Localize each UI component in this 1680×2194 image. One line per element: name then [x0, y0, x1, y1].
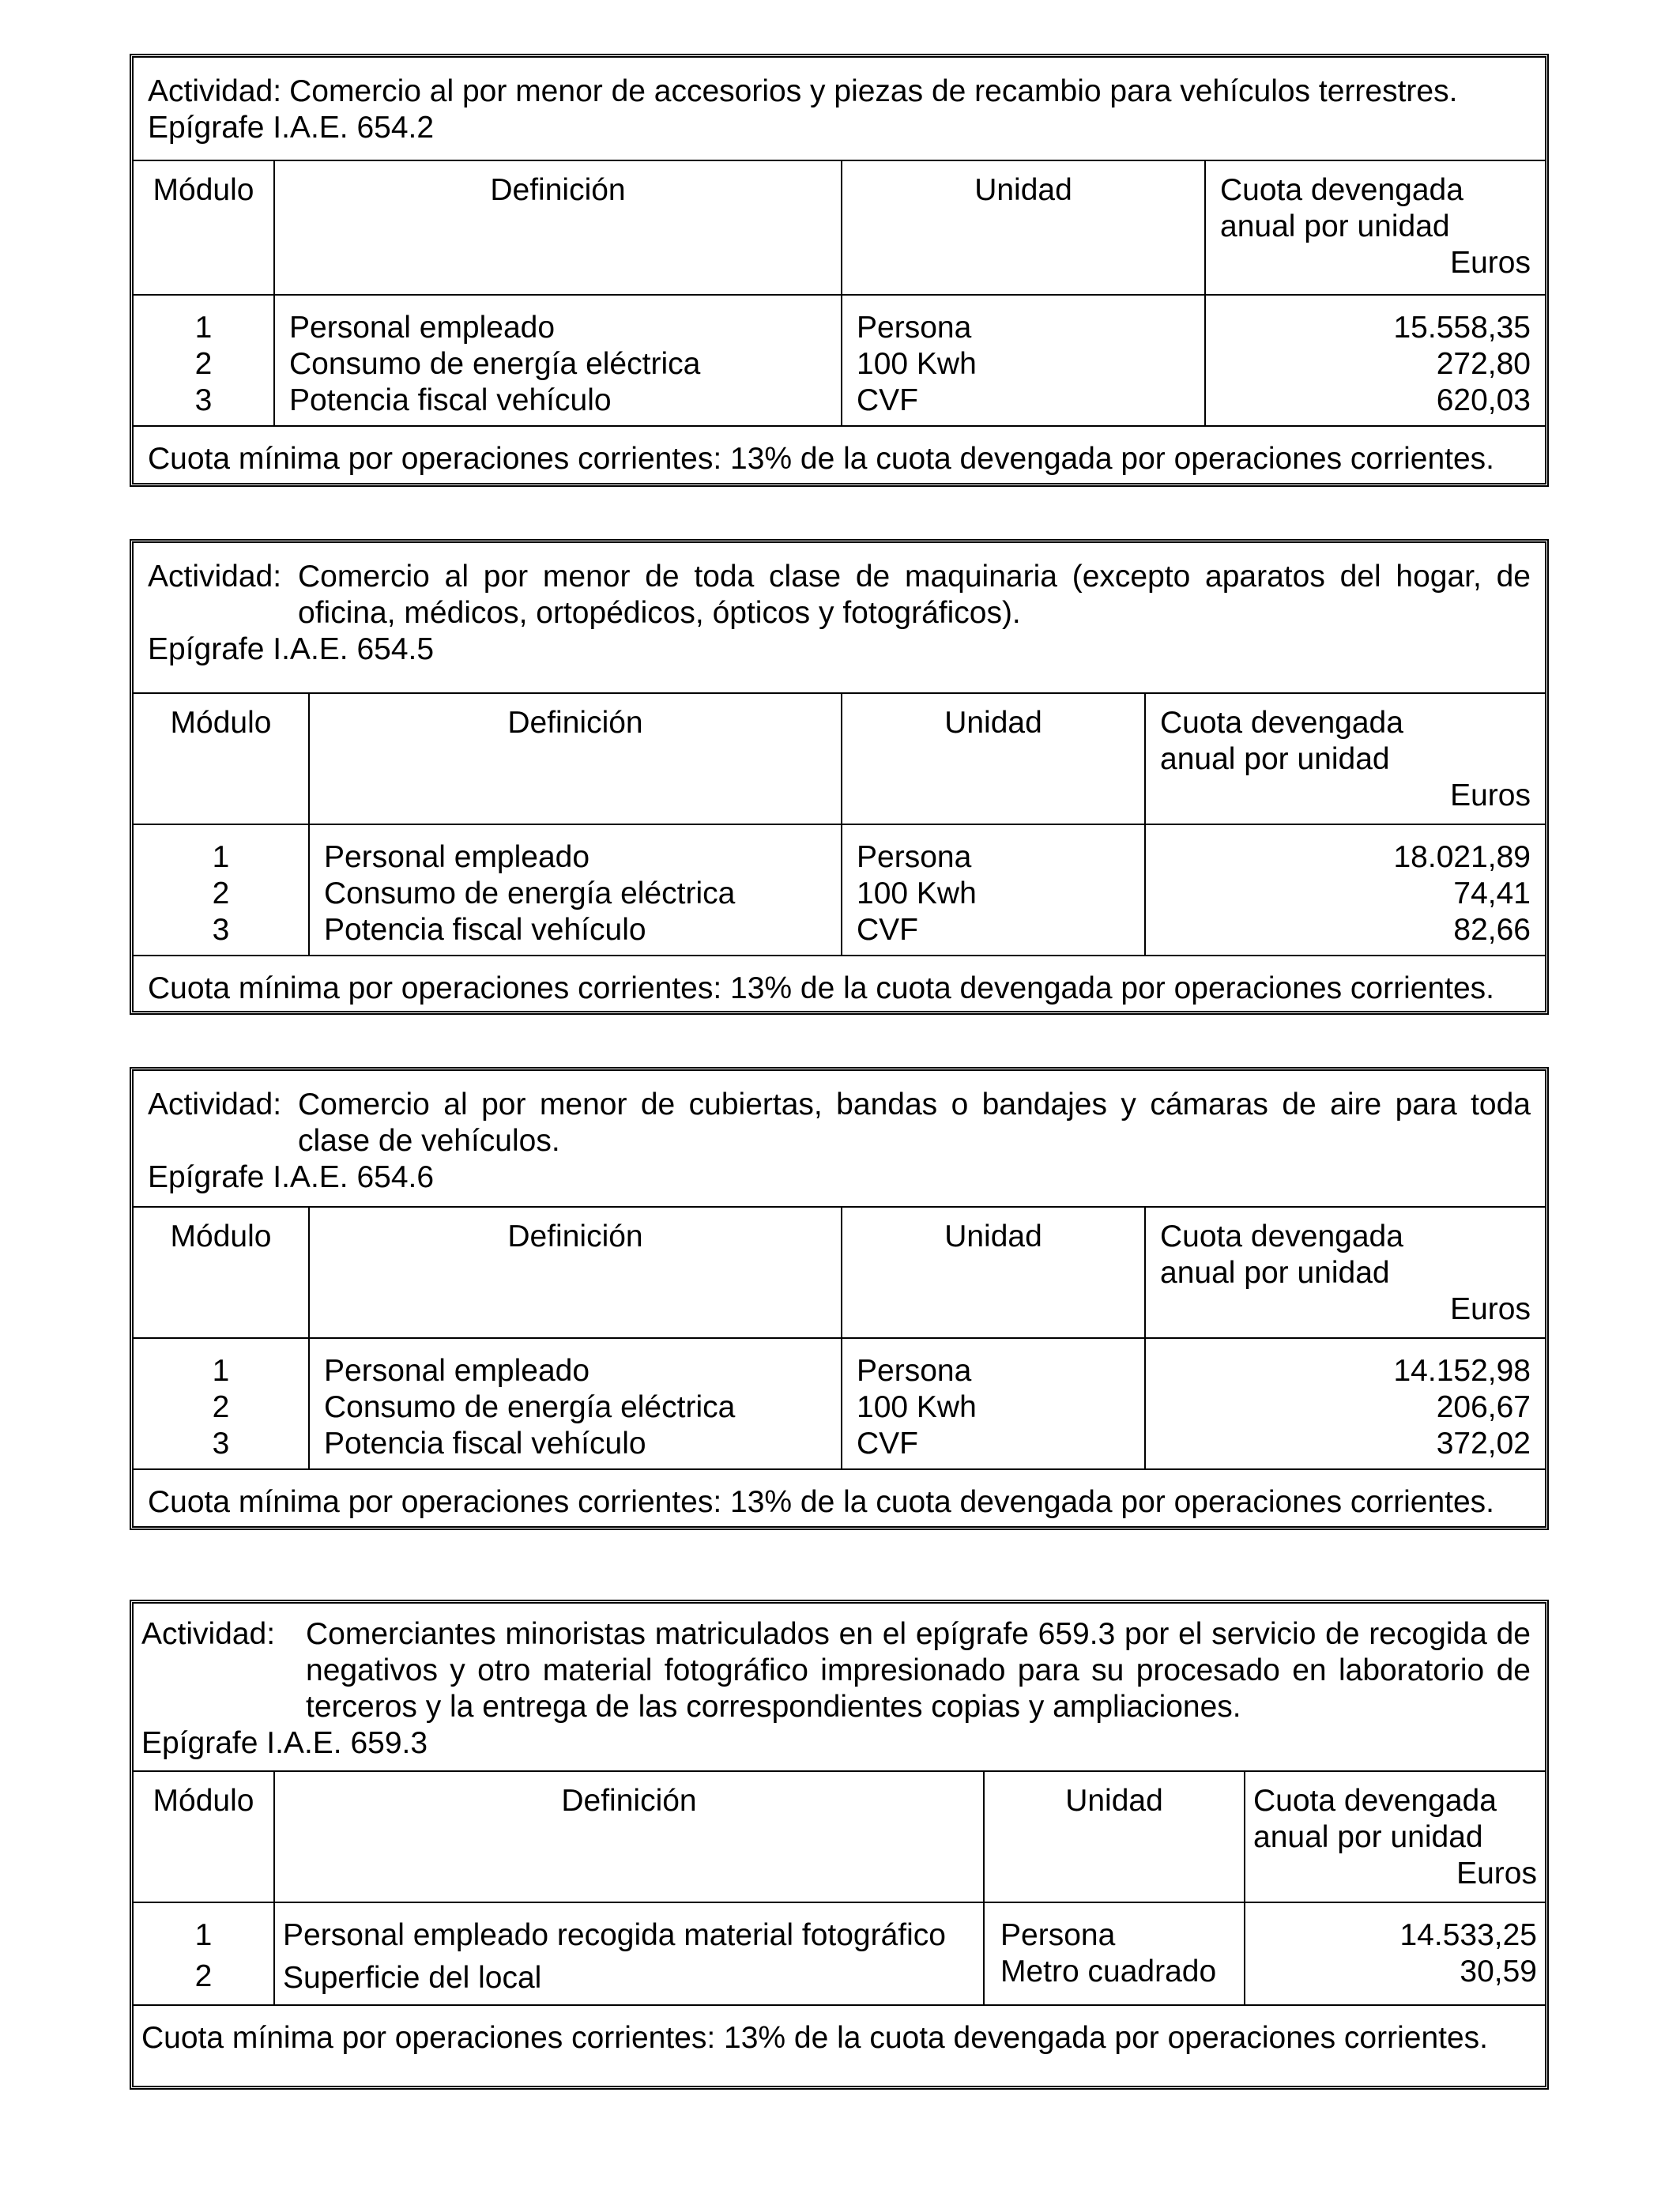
epigrafe: Epígrafe I.A.E. 659.3	[141, 1726, 428, 1760]
table-row-unidad: 100 Kwh	[857, 1390, 977, 1424]
iae-table-654-6	[130, 1067, 1549, 1530]
table-row-definicion: Consumo de energía eléctrica	[324, 1390, 736, 1424]
table-row-unidad: Persona	[857, 840, 972, 874]
modulo-cell	[134, 1902, 274, 2005]
unidad-cell	[842, 295, 1205, 426]
table-row-modulo: 3	[212, 913, 230, 947]
actividad-cell	[134, 1604, 1545, 1771]
actividad-text: Comerciantes minoristas matriculados en el epígrafe 659.3 por el servicio de recogida de negativos y otro material fotográfico impresionado para su procesado en laboratorio de terceros y la entrega de las correspondientes copias y ampliaciones.	[306, 1617, 1531, 1724]
col-header-modulo: Módulo	[134, 1771, 274, 1902]
cuota-cell	[1245, 1902, 1545, 2005]
table-row-modulo: 2	[212, 1390, 230, 1424]
col-header-unidad: Unidad	[842, 693, 1145, 824]
epigrafe: Epígrafe I.A.E. 654.5	[148, 632, 435, 666]
table-row-cuota: 30,59	[1460, 1955, 1537, 1989]
table-row-cuota: 14.533,25	[1399, 1918, 1537, 1952]
unidad-cell	[984, 1902, 1245, 2005]
cuota-minima-note: Cuota mínima por operaciones corrientes: 13% de la cuota devengada por operaciones corrientes.	[134, 956, 1545, 1011]
epigrafe: Epígrafe I.A.E. 654.6	[148, 1160, 435, 1194]
iae-table-654-2	[130, 54, 1549, 487]
unidad-cell	[842, 824, 1145, 956]
cuota-header-line2: anual por unidad	[1253, 1820, 1483, 1854]
table-row-unidad: Persona	[857, 311, 972, 345]
table-row-cuota: 15.558,35	[1393, 311, 1531, 345]
definicion-cell	[309, 824, 842, 956]
modulo-cell	[134, 295, 274, 426]
table-row-unidad: Metro cuadrado	[1000, 1955, 1217, 1989]
cuota-minima-note: Cuota mínima por operaciones corrientes: 13% de la cuota devengada por operaciones corrientes.	[134, 426, 1545, 483]
col-header-cuota	[1245, 1771, 1545, 1902]
table-row-cuota: 620,03	[1436, 383, 1531, 417]
actividad-text: Comercio al por menor de toda clase de maquinaria (excepto aparatos del hogar, de oficina, médicos, ortopédicos, ópticos y fotográficos).	[298, 560, 1531, 630]
col-header-definicion: Definición	[309, 693, 842, 824]
cuota-header-line1: Cuota devengada	[1160, 706, 1403, 740]
iae-table-654-5	[130, 539, 1549, 1015]
table-row-cuota: 372,02	[1436, 1427, 1531, 1461]
cuota-cell	[1145, 1338, 1545, 1469]
unidad-cell	[842, 1338, 1145, 1469]
table-row-modulo: 3	[212, 1427, 230, 1461]
cuota-cell	[1145, 824, 1545, 956]
table-row-definicion: Potencia fiscal vehículo	[324, 1427, 646, 1461]
definicion-cell	[274, 295, 842, 426]
col-header-modulo: Módulo	[134, 160, 274, 295]
table-row-definicion: Consumo de energía eléctrica	[289, 347, 701, 381]
table-row-modulo: 2	[194, 1959, 213, 1993]
table-row-modulo: 1	[212, 1354, 230, 1388]
cuota-header-euros: Euros	[1456, 1857, 1537, 1891]
table-row-definicion: Superficie del local	[283, 1961, 542, 1995]
table-row-definicion: Consumo de energía eléctrica	[324, 876, 736, 910]
table-row-unidad: Persona	[1000, 1918, 1116, 1952]
actividad-label: Actividad:	[148, 560, 282, 594]
table-row-cuota: 206,67	[1436, 1390, 1531, 1424]
table-row-modulo: 1	[194, 311, 213, 345]
col-header-unidad: Unidad	[842, 160, 1205, 295]
table-row-unidad: CVF	[857, 913, 918, 947]
iae-table-659-3	[130, 1600, 1549, 2090]
table-row-unidad: CVF	[857, 1427, 918, 1461]
actividad-label: Actividad:	[148, 74, 282, 108]
cuota-header-euros: Euros	[1450, 246, 1531, 280]
definicion-cell	[274, 1902, 984, 2005]
table-row-cuota: 74,41	[1453, 876, 1531, 910]
table-row-modulo: 2	[194, 347, 213, 381]
cuota-header-line1: Cuota devengada	[1253, 1784, 1497, 1818]
col-header-cuota	[1205, 160, 1545, 295]
actividad-cell	[134, 58, 1545, 160]
table-row-definicion: Personal empleado	[289, 311, 556, 345]
table-row-cuota: 82,66	[1453, 913, 1531, 947]
table-row-definicion: Personal empleado	[324, 840, 590, 874]
table-row-unidad: CVF	[857, 383, 918, 417]
cuota-header-line2: anual por unidad	[1220, 209, 1450, 243]
table-row-modulo: 1	[212, 840, 230, 874]
table-row-definicion: Personal empleado recogida material fotográfico	[283, 1918, 946, 1952]
col-header-modulo: Módulo	[134, 1207, 309, 1338]
table-row-modulo: 2	[212, 876, 230, 910]
actividad-label: Actividad:	[148, 1088, 282, 1122]
table-row-unidad: Persona	[857, 1354, 972, 1388]
table-row-cuota: 14.152,98	[1393, 1354, 1531, 1388]
cuota-header-line1: Cuota devengada	[1160, 1220, 1403, 1253]
col-header-unidad: Unidad	[842, 1207, 1145, 1338]
cuota-cell	[1205, 295, 1545, 426]
epigrafe: Epígrafe I.A.E. 654.2	[148, 111, 435, 145]
cuota-minima-note: Cuota mínima por operaciones corrientes: 13% de la cuota devengada por operaciones corrientes.	[134, 2005, 1545, 2086]
col-header-definicion: Definición	[309, 1207, 842, 1338]
definicion-cell	[309, 1338, 842, 1469]
actividad-cell	[134, 1071, 1545, 1207]
cuota-header-euros: Euros	[1450, 1292, 1531, 1326]
col-header-definicion: Definición	[274, 1771, 984, 1902]
col-header-unidad: Unidad	[984, 1771, 1245, 1902]
table-row-definicion: Potencia fiscal vehículo	[289, 383, 612, 417]
actividad-text: Comercio al por menor de cubiertas, bandas o bandajes y cámaras de aire para toda clase de vehículos.	[298, 1088, 1531, 1158]
table-row-definicion: Personal empleado	[324, 1354, 590, 1388]
cuota-header-line2: anual por unidad	[1160, 742, 1390, 776]
actividad-label: Actividad:	[141, 1617, 276, 1651]
col-header-definicion: Definición	[274, 160, 842, 295]
actividad-text: Comercio al por menor de accesorios y piezas de recambio para vehículos terrestres.	[289, 74, 1458, 108]
cuota-minima-note: Cuota mínima por operaciones corrientes: 13% de la cuota devengada por operaciones corrientes.	[134, 1469, 1545, 1526]
modulo-cell	[134, 1338, 309, 1469]
table-row-unidad: 100 Kwh	[857, 347, 977, 381]
table-row-definicion: Potencia fiscal vehículo	[324, 913, 646, 947]
cuota-header-euros: Euros	[1450, 778, 1531, 812]
col-header-cuota	[1145, 1207, 1545, 1338]
modulo-cell	[134, 824, 309, 956]
table-row-modulo: 3	[194, 383, 213, 417]
table-row-cuota: 18.021,89	[1393, 840, 1531, 874]
cuota-header-line2: anual por unidad	[1160, 1256, 1390, 1290]
col-header-cuota	[1145, 693, 1545, 824]
table-row-unidad: 100 Kwh	[857, 876, 977, 910]
table-row-modulo: 1	[194, 1918, 213, 1952]
actividad-cell	[134, 543, 1545, 693]
cuota-header-line1: Cuota devengada	[1220, 173, 1463, 207]
col-header-modulo: Módulo	[134, 693, 309, 824]
table-row-cuota: 272,80	[1436, 347, 1531, 381]
